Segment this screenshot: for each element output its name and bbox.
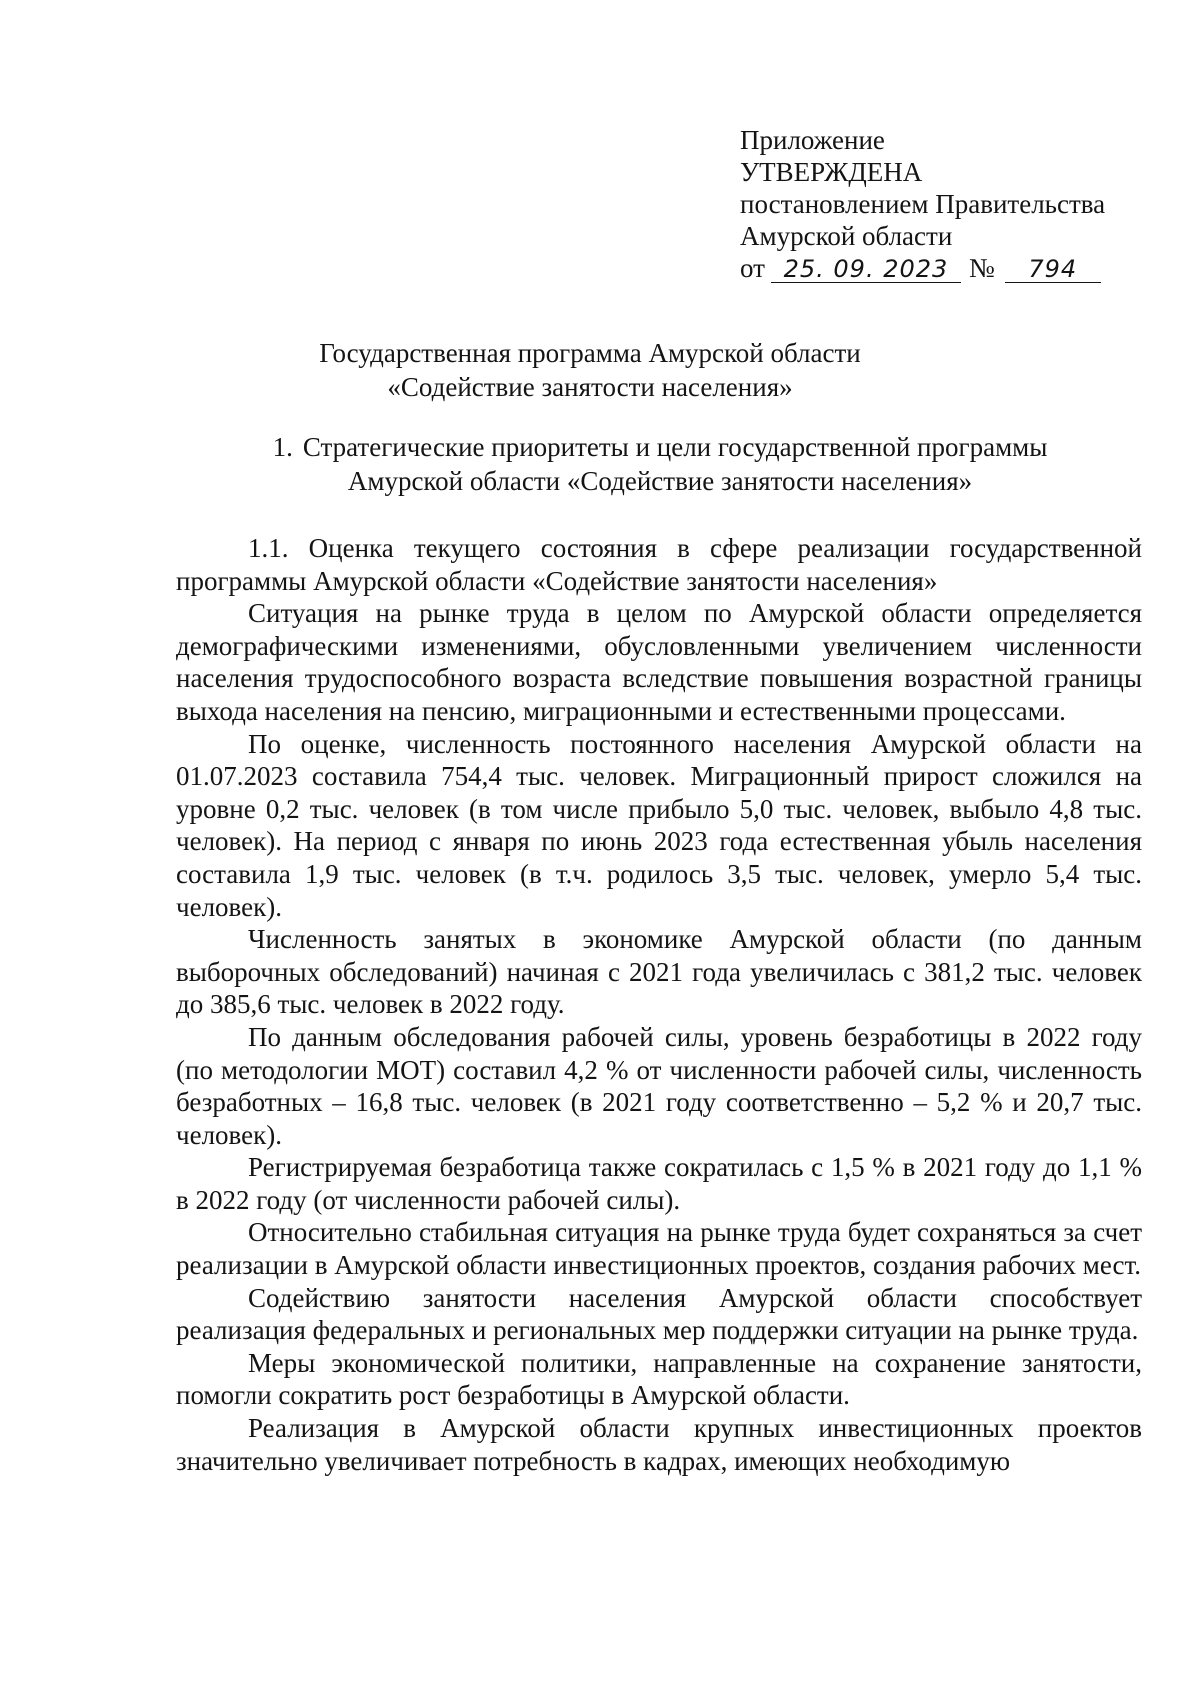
number-sign: № — [968, 253, 995, 283]
paragraph: По данным обследования рабочей силы, уровень безработицы в 2022 году (по методологии МОТ) составил 4,2 % от численности рабочей силы, численность безработных – 16,8 тыс. человек (в 2021 году соответственно – 5,2 % и 20,7 тыс. человек). — [176, 1021, 1142, 1150]
date-prefix: от — [740, 253, 765, 283]
section-title-line-1 — [120, 430, 1200, 464]
body-text — [176, 532, 1142, 1477]
section-number: 1. — [272, 432, 293, 462]
paragraph: Численность занятых в экономике Амурской области (по данным выборочных обследований) начиная с 2021 года увеличилась с 381,2 тыс. человек до 385,6 тыс. человек в 2022 году. — [176, 924, 1142, 1020]
paragraph: Относительно стабильная ситуация на рынке труда будет сохраняться за счет реализации в Амурской области инвестиционных проектов, создания рабочих мест. — [176, 1217, 1142, 1281]
program-title — [40, 336, 1140, 404]
section-title-text-1: Стратегические приоритеты и цели государственной программы — [302, 432, 1048, 462]
approval-line-approved: УТВЕРЖДЕНА — [740, 157, 923, 187]
program-title-line-2: «Содействие занятости населения» — [387, 372, 793, 402]
approval-line-resolution: постановлением Правительства — [740, 189, 1106, 219]
approval-block — [740, 124, 1160, 284]
approval-date-line — [740, 252, 1160, 284]
paragraph: Регистрируемая безработица также сократилась с 1,5 % в 2021 году до 1,1 % в 2022 году (от численности рабочей силы). — [176, 1152, 1142, 1215]
section-title — [120, 430, 1200, 498]
program-title-line-1: Государственная программа Амурской области — [319, 338, 861, 368]
paragraph: Содействию занятости населения Амурской области способствует реализация федеральных и региональных мер поддержки ситуации на рынке труда. — [176, 1282, 1142, 1346]
handwritten-number: 794 — [1005, 256, 1101, 283]
paragraph: 1.1. Оценка текущего состояния в сфере реализации государственной программы Амурской области «Содействие занятости населения» — [176, 533, 1142, 596]
paragraph: Реализация в Амурской области крупных инвестиционных проектов значительно увеличивает потребность в кадрах, имеющих необходимую — [176, 1413, 1142, 1476]
paragraph: По оценке, численность постоянного населения Амурской области на 01.07.2023 составила 754,4 тыс. человек. Миграционный прирост сложился на уровне 0,2 тыс. человек (в том числе прибыло 5,0 тыс. человек, выбыло 4,8 тыс. человек). На период с января по июнь 2023 года естественная убыль населения составила 1,9 тыс. человек (в т.ч. родилось 3,5 тыс. человек, умерло 5,4 тыс. человек). — [176, 728, 1142, 922]
approval-line-region: Амурской области — [740, 221, 953, 251]
handwritten-date: 25. 09. 2023 — [771, 256, 961, 283]
approval-line-appendix: Приложение — [740, 125, 885, 155]
section-title-line-2: Амурской области «Содействие занятости населения» — [347, 466, 973, 496]
paragraph: Ситуация на рынке труда в целом по Амурской области определяется демографическими изменениями, обусловленными увеличением численности населения трудоспособного возраста вследствие повышения возрастной границы выхода населения на пенсию, миграционными и естественными процессами. — [176, 598, 1142, 726]
paragraph: Меры экономической политики, направленные на сохранение занятости, помогли сократить рост безработицы в Амурской области. — [176, 1347, 1142, 1411]
